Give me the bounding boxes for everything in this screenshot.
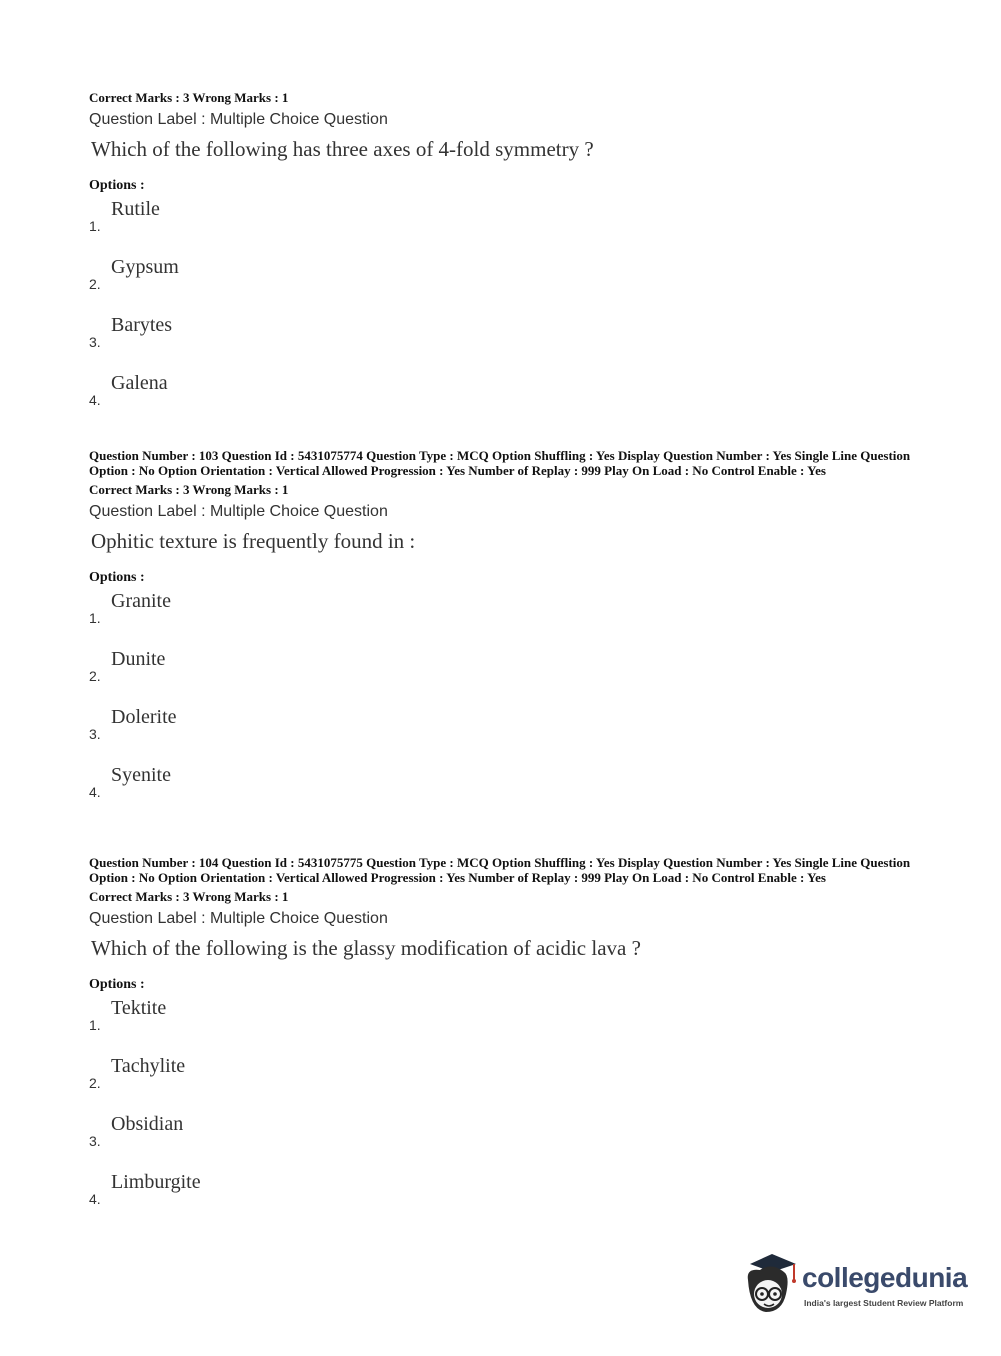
option-text: Gypsum (111, 256, 179, 278)
option-item[interactable] (89, 644, 919, 702)
logo-tagline: India's largest Student Review Platform (804, 1298, 964, 1308)
options-list (89, 194, 919, 426)
question-marks: Correct Marks : 3 Wrong Marks : 1 (89, 482, 289, 497)
option-number: 1. (89, 218, 101, 234)
option-text: Barytes (111, 314, 173, 336)
question-text: Which of the following is the glassy modification of acidic lava ? (91, 936, 641, 960)
option-text: Granite (111, 590, 171, 612)
question-marks: Correct Marks : 3 Wrong Marks : 1 (89, 90, 289, 105)
option-number: 3. (89, 726, 101, 742)
question-block (89, 449, 919, 818)
question-label: Question Label : Multiple Choice Question (89, 111, 388, 128)
option-text: Dolerite (111, 706, 177, 728)
option-item[interactable] (89, 1167, 919, 1225)
option-number: 1. (89, 610, 101, 626)
logo-wordmark: collegedunia (802, 1262, 968, 1293)
option-text: Limburgite (111, 1171, 201, 1193)
collegedunia-logo[interactable] (742, 1250, 972, 1322)
option-text: Syenite (111, 764, 171, 786)
option-number: 2. (89, 1075, 101, 1091)
option-number: 3. (89, 334, 101, 350)
option-number: 2. (89, 276, 101, 292)
option-text: Tachylite (111, 1055, 186, 1077)
option-number: 4. (89, 1191, 101, 1207)
question-text: Which of the following has three axes of 4-fold symmetry ? (91, 137, 594, 161)
options-heading: Options : (89, 178, 145, 193)
question-marks: Correct Marks : 3 Wrong Marks : 1 (89, 889, 289, 904)
option-number: 2. (89, 668, 101, 684)
options-heading: Options : (89, 977, 145, 992)
option-text: Obsidian (111, 1113, 184, 1135)
option-number: 1. (89, 1017, 101, 1033)
question-block (89, 90, 919, 426)
question-meta: Question Number : 104 Question Id : 5431075775 Question Type : MCQ Option Shuffling : Yes Display Question Number : Yes Single Line Question Option : No Option Orientation : Vertical Allowed Progression : Yes Number of Replay : 999 Play On Load : No Control Enable : Yes (89, 855, 911, 885)
option-item[interactable] (89, 760, 919, 818)
options-list (89, 993, 919, 1225)
option-item[interactable] (89, 1109, 919, 1167)
mascot-icon (742, 1250, 802, 1322)
option-number: 4. (89, 392, 101, 408)
option-item[interactable] (89, 1051, 919, 1109)
option-item[interactable] (89, 368, 919, 426)
question-meta: Question Number : 103 Question Id : 5431075774 Question Type : MCQ Option Shuffling : Yes Display Question Number : Yes Single Line Question Option : No Option Orientation : Vertical Allowed Progression : Yes Number of Replay : 999 Play On Load : No Control Enable : Yes (89, 448, 911, 478)
question-label: Question Label : Multiple Choice Question (89, 503, 388, 520)
options-heading: Options : (89, 570, 145, 585)
option-item[interactable] (89, 702, 919, 760)
option-item[interactable] (89, 252, 919, 310)
option-text: Tektite (111, 997, 167, 1019)
option-number: 4. (89, 784, 101, 800)
question-label: Question Label : Multiple Choice Question (89, 910, 388, 927)
option-number: 3. (89, 1133, 101, 1149)
question-text: Ophitic texture is frequently found in : (91, 529, 416, 553)
option-item[interactable] (89, 310, 919, 368)
option-text: Rutile (111, 198, 160, 220)
option-item[interactable] (89, 194, 919, 252)
option-item[interactable] (89, 586, 919, 644)
question-block (89, 856, 919, 1225)
option-item[interactable] (89, 993, 919, 1051)
option-text: Galena (111, 372, 168, 394)
options-list (89, 586, 919, 818)
option-text: Dunite (111, 648, 166, 670)
